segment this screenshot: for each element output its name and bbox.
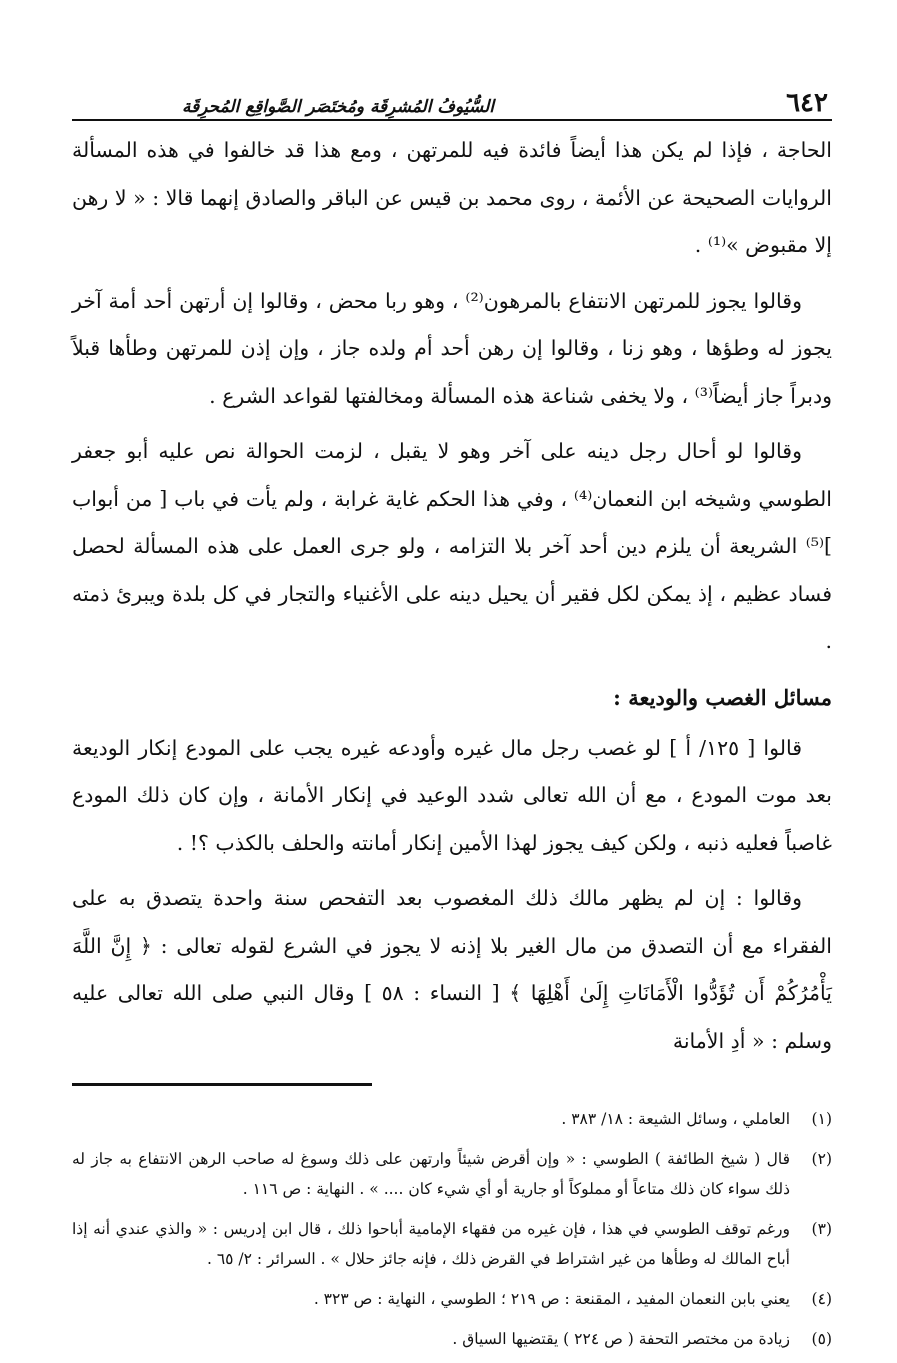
footnote-number: (٥) (811, 1330, 832, 1348)
footnote-number: (٤) (811, 1290, 832, 1308)
footnote-4 (72, 1284, 832, 1314)
page-number: ٦٤٢ (786, 88, 828, 118)
footnote-text: يعني بابن النعمان المفيد ، المقنعة : ص ٢١٩ ؛ الطوسي ، النهاية : ص ٣٢٣ . (313, 1290, 790, 1308)
footnote-text: ورغم توقف الطوسي في هذا ، فإن غيره من فقهاء الإمامية أباحوا ذلك ، قال ابن إدريس : « والذي عندي أنه إذا أباح المالك له وطأها من غير اشتراط في القرض ذلك ، فإنه جائز حلال » . السرائر : ٢/ ٦٥ . (72, 1220, 790, 1268)
paragraph-transfer: وقالوا لو أحال رجل دينه على آخر وهو لا يقبل ، لزمت الحوالة نص عليه أبو جعفر الطوسي وشيخه ابن النعمان⁽⁴⁾ ، وفي هذا الحكم غاية غرابة ، ولم يأت في باب [ من أبواب ]⁽⁵⁾ الشريعة أن يلزم دين أحد آخر بلا التزامه ، ولو جرى العمل على هذه المسألة لحصل فساد عظيم ، إذ يمكن لكل فقير أن يحيل دينه على الأغنياء والتجار في كل بلدة ويبرئ ذمته . (72, 439, 832, 653)
footnote-number: (٣) (811, 1220, 832, 1238)
paragraph-continuation: الحاجة ، فإذا لم يكن هذا أيضاً فائدة فيه للمرتهن ، ومع هذا قد خالفوا في هذه المسألة الروايات الصحيحة عن الأئمة ، روى محمد بن قيس عن الباقر والصادق إنهما قالا : « لا رهن إلا مقبوض »⁽¹⁾ . (72, 138, 832, 257)
footnote-text: زيادة من مختصر التحفة ( ص ٢٢٤ ) يقتضيها السياق . (452, 1330, 790, 1348)
book-page (72, 78, 832, 1348)
paragraph-deposit: قالوا [ ١٢٥/ أ ] لو غصب رجل مال غيره وأودعه غيره يجب على المودع إنكار الوديعة بعد موت المودع ، مع أن الله تعالى شدد الوعيد في إنكار الأمانة ، وإن كان ذلك المودع غاصباً فعليه ذنبه ، ولكن كيف يجوز لهذا الأمين إنكار أمانته والحلف بالكذب ؟! . (72, 735, 832, 855)
footnote-5 (72, 1324, 832, 1354)
footnote-text: العاملي ، وسائل الشيعة : ١٨/ ٣٨٣ . (561, 1110, 790, 1128)
section-heading: مسائل الغصب والوديعة : (613, 684, 832, 710)
page-header (72, 78, 832, 121)
paragraph-charity: وقالوا : إن لم يظهر مالك ذلك المغصوب بعد التفحص سنة واحدة يتصدق به على الفقراء مع أن التصدق من مال الغير بلا إذنه لا يجوز في الشرع لقوله تعالى : ﴿ إِنَّ اللَّهَ يَأْمُرُكُمْ أَن تُؤَدُّوا الْأَمَانَاتِ إِلَىٰ أَهْلِهَا ﴾ [ النساء : ٥٨ ] وقال النبي صلى الله تعالى عليه وسلم : « أدِ الأمانة (72, 886, 832, 1053)
paragraph-mortgage: وقالوا يجوز للمرتهن الانتفاع بالمرهون⁽²⁾ ، وهو ربا محض ، وقالوا إن أرتهن أحد أمة آخر يجوز له وطؤها ، وهو زنا ، وقالوا إن رهن أحد أم ولده جاز ، وإن إذن للمرتهن وطأها قبلاً ودبراً جاز أيضاً⁽³⁾ ، ولا يخفى شناعة هذه المسألة ومخالفتها لقواعد الشرع . (72, 288, 832, 408)
footnote-text: قال ( شيخ الطائفة ) الطوسي : « وإن أقرض شيئاً وارتهن على ذلك وسوغ له صاحب الرهن الانتفاع به جاز له ذلك سواء كان ذلك متاعاً أو مملوكاً أو جارية أو أي شيء كان .... » . النهاية : ص ١١٦ . (72, 1150, 790, 1198)
main-text (72, 127, 832, 1065)
footnote-divider (72, 1083, 372, 1086)
footnote-number: (١) (811, 1110, 832, 1128)
footnote-2 (72, 1144, 832, 1204)
footnote-1 (72, 1104, 832, 1134)
footnotes (72, 1104, 832, 1354)
footnote-number: (٢) (811, 1150, 832, 1168)
running-title: السُّيُوفُ المُشرِقَة ومُختَصَر الصَّواقِع المُحرِقَة (182, 97, 494, 117)
footnote-3 (72, 1214, 832, 1274)
